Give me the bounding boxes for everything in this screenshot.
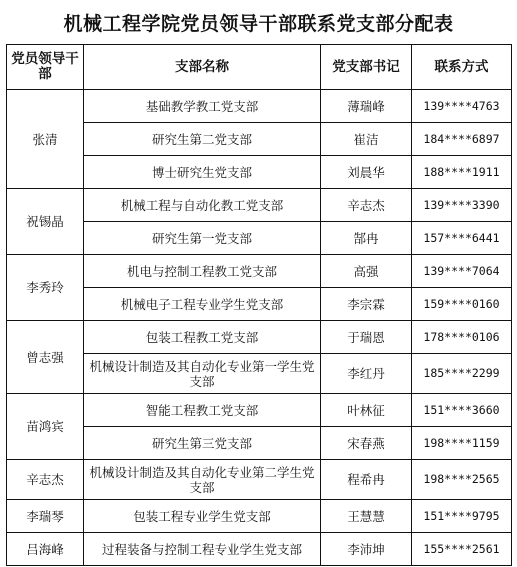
secretary-cell: 王慧慧 (321, 500, 412, 533)
secretary-cell: 于瑞恩 (321, 321, 412, 354)
contact-cell: 139****3390 (412, 189, 512, 222)
leader-cell: 李秀玲 (7, 255, 84, 321)
leader-cell: 辛志杰 (7, 460, 84, 500)
secretary-cell: 崔洁 (321, 123, 412, 156)
branch-cell: 机械电子工程专业学生党支部 (84, 288, 321, 321)
secretary-cell: 高强 (321, 255, 412, 288)
table-row (7, 394, 512, 427)
secretary-cell: 薄瑞峰 (321, 90, 412, 123)
branch-cell: 机械设计制造及其自动化专业第二学生党支部 (84, 460, 321, 500)
leader-cell: 吕海峰 (7, 533, 84, 566)
leader-cell: 曾志强 (7, 321, 84, 394)
branch-cell: 研究生第二党支部 (84, 123, 321, 156)
contact-cell: 151****9795 (412, 500, 512, 533)
branch-cell: 基础教学教工党支部 (84, 90, 321, 123)
secretary-cell: 宋春燕 (321, 427, 412, 460)
branch-cell: 研究生第三党支部 (84, 427, 321, 460)
header-contact: 联系方式 (412, 45, 512, 90)
branch-cell: 博士研究生党支部 (84, 156, 321, 189)
contact-cell: 184****6897 (412, 123, 512, 156)
branch-cell: 机械设计制造及其自动化专业第一学生党支部 (84, 354, 321, 394)
branch-cell: 包装工程专业学生党支部 (84, 500, 321, 533)
table-row (7, 255, 512, 288)
branch-cell: 研究生第一党支部 (84, 222, 321, 255)
contact-cell: 139****4763 (412, 90, 512, 123)
header-row (7, 45, 512, 90)
contact-cell: 159****0160 (412, 288, 512, 321)
table-row (7, 321, 512, 354)
table-row (7, 533, 512, 566)
secretary-cell: 刘晨华 (321, 156, 412, 189)
secretary-cell: 程希冉 (321, 460, 412, 500)
branch-cell: 包装工程教工党支部 (84, 321, 321, 354)
allocation-table (6, 44, 512, 566)
secretary-cell: 辛志杰 (321, 189, 412, 222)
contact-cell: 198****2565 (412, 460, 512, 500)
branch-cell: 机械工程与自动化教工党支部 (84, 189, 321, 222)
leader-cell: 张清 (7, 90, 84, 189)
header-secretary: 党支部书记 (321, 45, 412, 90)
contact-cell: 151****3660 (412, 394, 512, 427)
contact-cell: 139****7064 (412, 255, 512, 288)
branch-cell: 智能工程教工党支部 (84, 394, 321, 427)
secretary-cell: 李红丹 (321, 354, 412, 394)
header-branch: 支部名称 (84, 45, 321, 90)
contact-cell: 178****0106 (412, 321, 512, 354)
table-row (7, 500, 512, 533)
leader-cell: 李瑞琴 (7, 500, 84, 533)
header-leader: 党员领导干部 (7, 45, 84, 90)
leader-cell: 苗鸿宾 (7, 394, 84, 460)
branch-cell: 机电与控制工程教工党支部 (84, 255, 321, 288)
secretary-cell: 李沛坤 (321, 533, 412, 566)
contact-cell: 185****2299 (412, 354, 512, 394)
contact-cell: 188****1911 (412, 156, 512, 189)
contact-cell: 155****2561 (412, 533, 512, 566)
document-title: 机械工程学院党员领导干部联系党支部分配表 (63, 12, 454, 35)
leader-cell: 祝锡晶 (7, 189, 84, 255)
table-row (7, 189, 512, 222)
secretary-cell: 郜冉 (321, 222, 412, 255)
table-row (7, 90, 512, 123)
contact-cell: 198****1159 (412, 427, 512, 460)
branch-cell: 过程装备与控制工程专业学生党支部 (84, 533, 321, 566)
table-row (7, 460, 512, 500)
contact-cell: 157****6441 (412, 222, 512, 255)
secretary-cell: 叶林征 (321, 394, 412, 427)
secretary-cell: 李宗霖 (321, 288, 412, 321)
